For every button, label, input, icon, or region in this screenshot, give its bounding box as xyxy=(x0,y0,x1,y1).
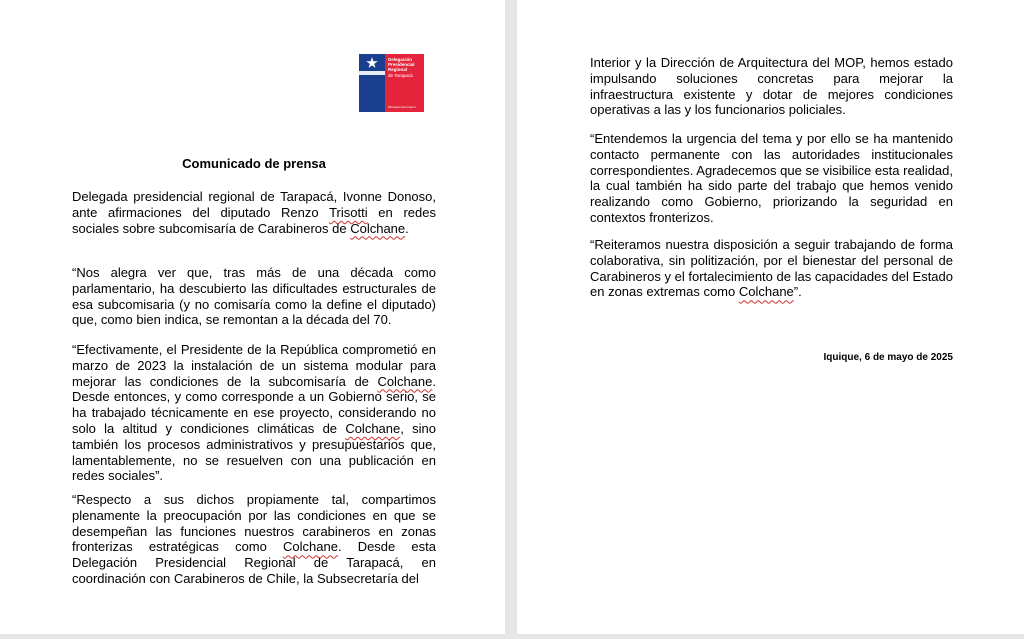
paragraph-1: “Nos alegra ver que, tras más de una década como parlamentario, ha descubierto las dificultades estructurales de esa subcomisaria (y no comisaría como la define el diputado) que, como bien indica, se remontan a la década del 70. xyxy=(72,265,436,328)
paragraph-text: “Efectivamente, el Presidente de la República comprometió en marzo de 2023 la instalación de un sistema modular para mejorar las condiciones de la subcomisaría de xyxy=(72,342,436,389)
logo-text xyxy=(388,57,423,78)
spellcheck-word[interactable]: Trisotti xyxy=(329,204,368,220)
document-page-2 xyxy=(517,0,1024,634)
logo-footer: Ministerio del Interior xyxy=(388,104,416,109)
spellcheck-word[interactable]: Colchane xyxy=(345,420,401,436)
intro-text: Delegada presidencial regional de Tarapacá, Ivonne Donoso, ante afirmaciones del diputado Renzo xyxy=(72,189,436,220)
paragraph-text: , sino también los procesos administrativos y presupuestarios que, lamentablemente, no se resuelven con una publicación en redes sociales”. xyxy=(72,420,436,484)
paragraph-4: “Entendemos la urgencia del tema y por ello se ha mantenido contacto permanente con las autoridades institucionales correspondientes. Agradecemos que se visibilice esta realidad, la cual también ha sido parte del trabajo que hemos venido realizando como Gobierno, priorizando la seguridad en contextos fronterizos. xyxy=(590,131,953,225)
logo-line-3: Regional xyxy=(388,67,408,73)
paragraph-text: . Desde esta Delegación Presidencial Regional de Tarapacá, en coordinación con Carabineros de Chile, la Subsecretaría del xyxy=(72,539,436,586)
spellcheck-word[interactable]: Colchane xyxy=(350,220,406,236)
intro-text: . xyxy=(405,220,409,236)
paragraph-text: “Reiteramos nuestra disposición a seguir trabajando de forma colaborativa, sin politización, por el bienestar del personal de Carabineros y el fortalecimiento de las capacidades del Estado en zonas extremas como xyxy=(590,237,953,300)
document-page-1 xyxy=(0,0,505,634)
paragraph-text: “Respecto a sus dichos propiamente tal, compartimos plenamente la preocupación por las condiciones en que se desempeñan las funciones nuestros carabineros en zonas fronterizas estratégicas como xyxy=(72,492,436,555)
paragraph-3-continued: Interior y la Dirección de Arquitectura del MOP, hemos estado impulsando soluciones concretas para mejorar la infraestructura existente y dotar de mejores condiciones operativas a las y los funcionarios policiales. xyxy=(590,55,953,118)
logo-blue-panel xyxy=(359,54,385,112)
paragraph-5 xyxy=(590,237,953,300)
paragraph-text: ”. xyxy=(793,284,802,300)
intro-text: en redes sociales sobre subcomisaría de Carabineros de xyxy=(72,204,436,236)
logo-line-2: Presidencial xyxy=(388,62,415,68)
logo-line-1: Delegación xyxy=(388,57,413,62)
paragraph-2 xyxy=(72,342,436,484)
intro-paragraph xyxy=(72,189,436,236)
paragraph-3 xyxy=(72,492,436,587)
logo-line-4: de Tarapacá xyxy=(388,72,413,78)
document-title: Comunicado de prensa xyxy=(182,156,326,171)
logo-white-band xyxy=(359,71,385,75)
spellcheck-word[interactable]: Colchane xyxy=(738,284,794,300)
government-logo xyxy=(359,54,424,112)
star-icon xyxy=(366,57,378,69)
logo-red-panel xyxy=(385,54,424,112)
spellcheck-word[interactable]: Colchane xyxy=(377,373,433,389)
date-line: Iquique, 6 de mayo de 2025 xyxy=(823,352,953,363)
spellcheck-word[interactable]: Colchane xyxy=(283,539,338,555)
paragraph-text: . Desde entonces, y como corresponde a un Gobierno serio, se ha trabajado técnicamente en ese proyecto, considerando no solo la altitud y condiciones climáticas de xyxy=(72,373,436,436)
